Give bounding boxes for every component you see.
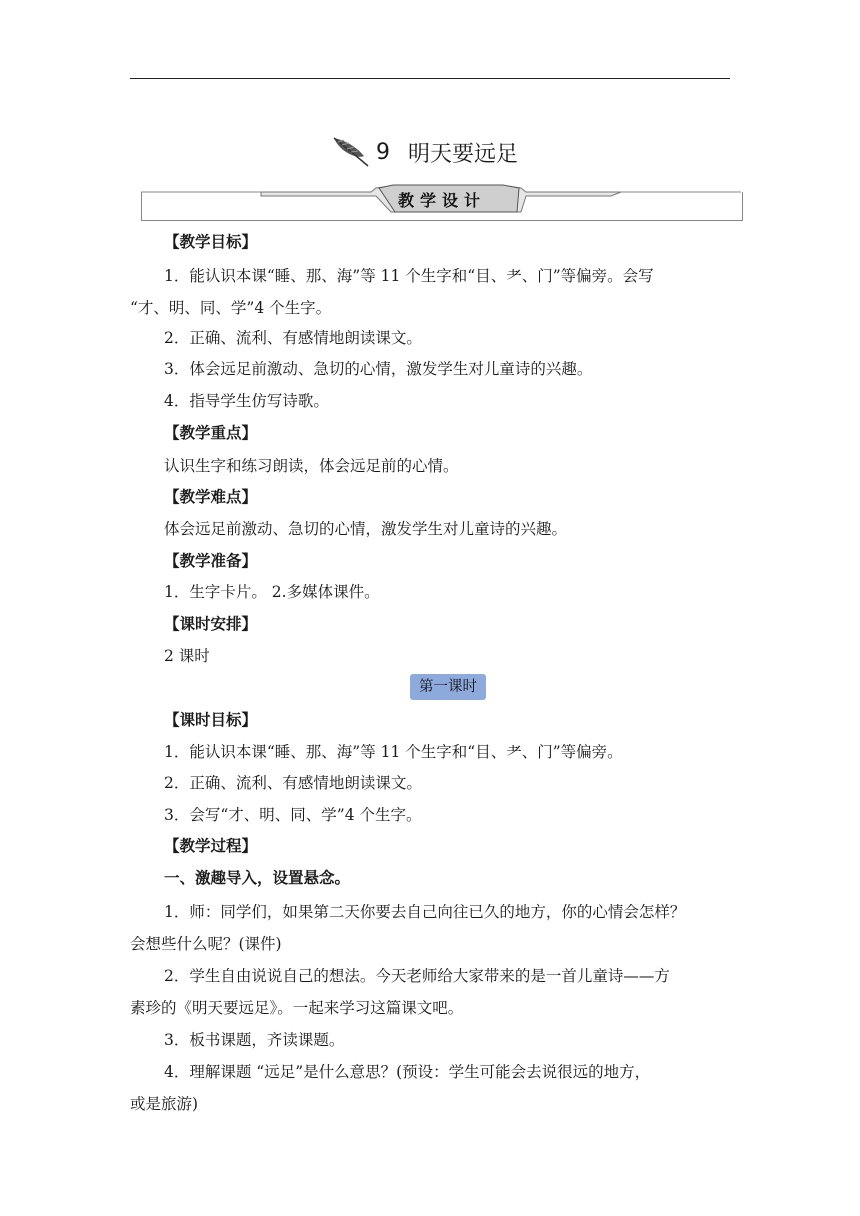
paragraph-line: 3．会写“才、明、同、学”4 个生字。 xyxy=(164,806,422,824)
heading-difficulties: 【教学难点】 xyxy=(164,488,258,506)
paragraph-line: 4．理解课题 “远足”是什么意思？(预设：学生可能会去说很远的地方， xyxy=(164,1063,651,1081)
paragraph-line: 2．正确、流利、有感情地朗读课文。 xyxy=(164,329,422,347)
lesson-title: 明天要远足 xyxy=(408,141,519,167)
paragraph-line: 1．能认识本课“睡、那、海”等 11 个生字和“目、⺹、门”等偏旁。会写 xyxy=(164,267,654,285)
lesson-number: 9 xyxy=(376,139,390,165)
paragraph-line: 或是旅游) xyxy=(130,1095,199,1113)
heading-session-objectives: 【课时目标】 xyxy=(164,711,258,729)
header-rule xyxy=(130,78,730,79)
heading-step-one: 一、激趣导入，设置悬念。 xyxy=(164,869,351,887)
paragraph-line: 1．生字卡片。 2.多媒体课件。 xyxy=(164,583,380,601)
lesson-title-block xyxy=(330,132,518,172)
paragraph-line: 体会远足前激动、急切的心情，激发学生对儿童诗的兴趣。 xyxy=(164,520,568,538)
paragraph-line: 会想些什么呢？(课件) xyxy=(130,935,282,953)
heading-schedule: 【课时安排】 xyxy=(164,615,258,633)
paragraph-line: “才、明、同、学”4 个生字。 xyxy=(130,299,332,317)
session-label: 第一课时 xyxy=(410,674,486,700)
feather-icon xyxy=(330,134,372,170)
paragraph-line: 素珍的《明天要远足》。一起来学习这篇课文吧。 xyxy=(130,999,464,1017)
paragraph-line: 1．师：同学们，如果第二天你要去自己向往已久的地方，你的心情会怎样？ xyxy=(164,903,686,921)
heading-key-points: 【教学重点】 xyxy=(164,424,258,442)
heading-preparation: 【教学准备】 xyxy=(164,552,258,570)
paragraph-line: 认识生字和练习朗读，体会远足前的心情。 xyxy=(164,457,459,475)
paragraph-line: 3．板书课题，齐读课题。 xyxy=(164,1031,345,1049)
paragraph-line: 4．指导学生仿写诗歌。 xyxy=(164,392,329,410)
paragraph-line: 2．正确、流利、有感情地朗读课文。 xyxy=(164,774,422,792)
banner-label: 教学设计 xyxy=(397,191,486,210)
paragraph-line: 2．学生自由说说自己的想法。今天老师给大家带来的是一首儿童诗——方 xyxy=(164,967,670,985)
paragraph-line: 3．体会远足前激动、急切的心情，激发学生对儿童诗的兴趣。 xyxy=(164,360,593,378)
paragraph-line: 1．能认识本课“睡、那、海”等 11 个生字和“目、⺹、门”等偏旁。 xyxy=(164,743,623,761)
heading-process: 【教学过程】 xyxy=(164,837,258,855)
paragraph-line: 2 课时 xyxy=(164,647,210,665)
heading-objectives: 【教学目标】 xyxy=(164,233,258,251)
